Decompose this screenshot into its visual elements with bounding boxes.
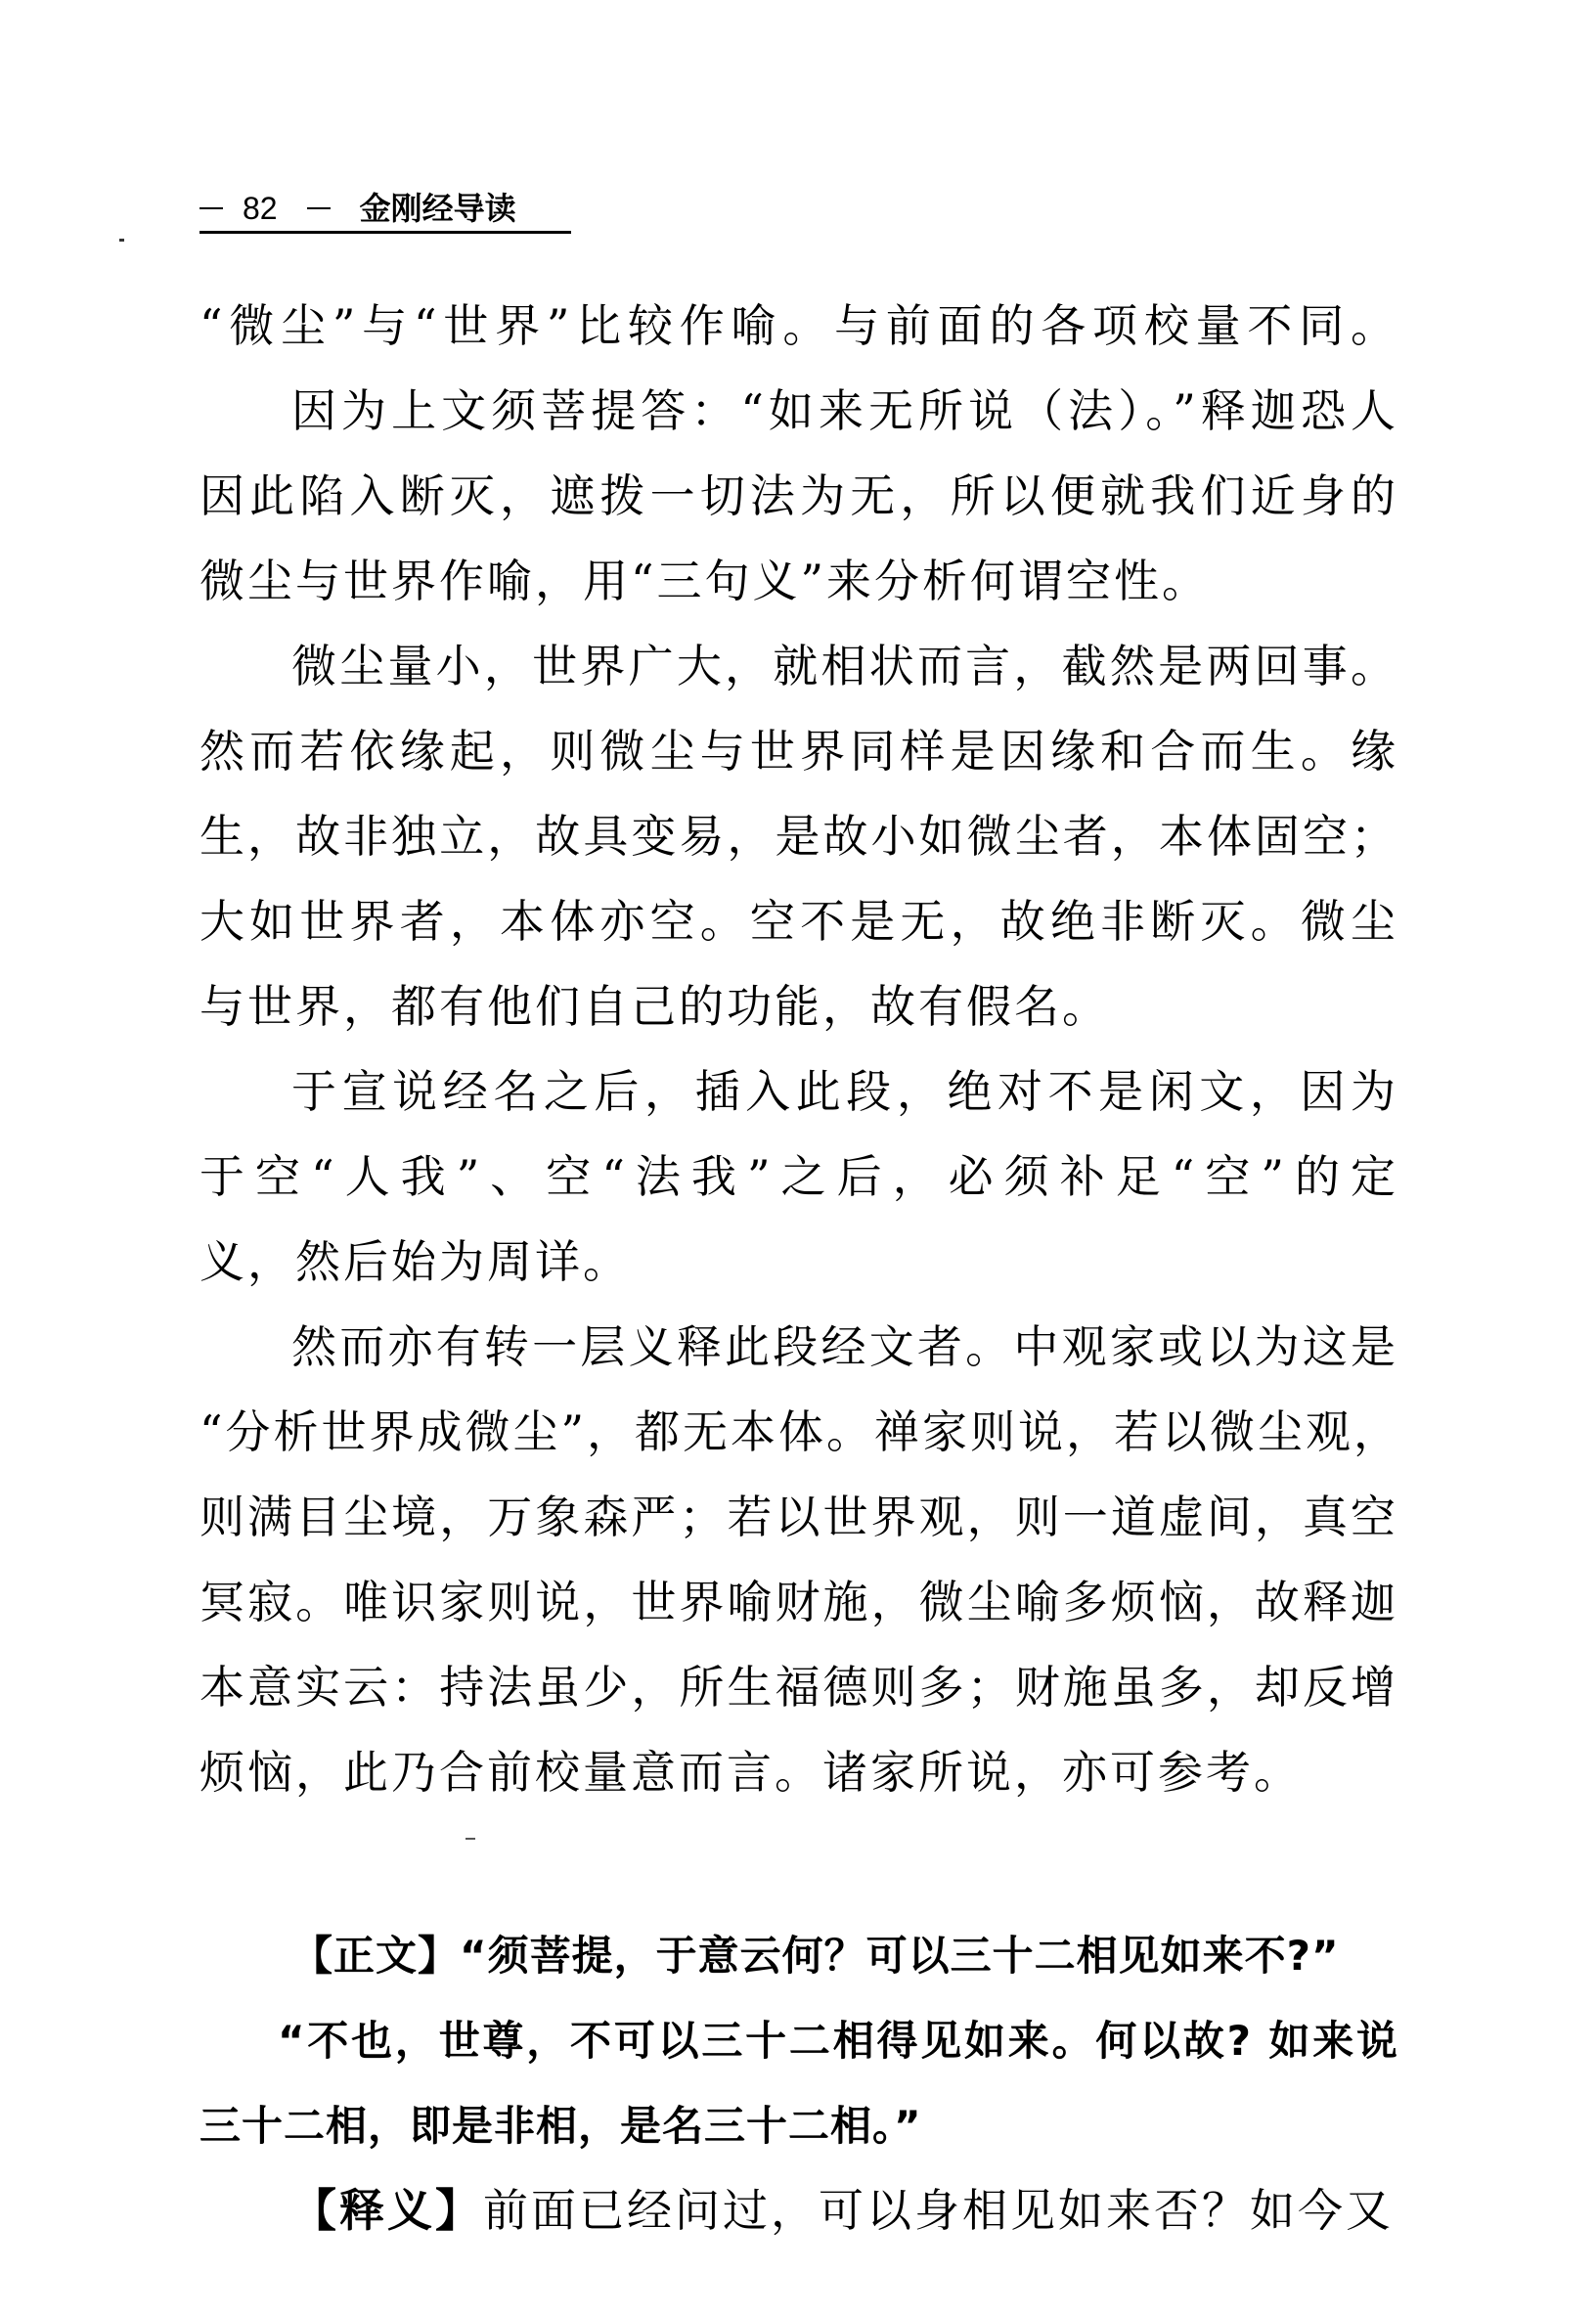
- text-line: 因此陷入断灭，遮拨一切法为无，所以便就我们近身的: [200, 469, 1398, 522]
- sutra-line: 三十二相，即是非相，是名三十二相。”: [200, 2102, 922, 2150]
- text-line: 然而亦有转一层义释此段经文者。中观家或以为这是: [291, 1320, 1398, 1373]
- text-line: “分析世界成微尘”，都无本体。禅家则说，若以微尘观，: [200, 1405, 1402, 1458]
- text-line: 生，故非独立，故具变易，是故小如微尘者，本体固空；: [200, 810, 1398, 863]
- running-head: [200, 184, 591, 233]
- text-line: 然而若依缘起，则微尘与世界同样是因缘和合而生。缘: [200, 725, 1398, 778]
- book-title: 金刚经导读: [359, 190, 516, 227]
- explanation-label: 【释义】: [291, 2184, 483, 2237]
- header-dash-left: [200, 207, 223, 209]
- scan-speck: [119, 239, 124, 242]
- text-line: 冥寂。唯识家则说，世界喻财施，微尘喻多烦恼，故释迦: [200, 1576, 1398, 1628]
- body-text: [200, 284, 1402, 2253]
- text-line: 与世界，都有他们自己的功能，故有假名。: [200, 980, 1110, 1033]
- explanation-text: 前面已经问过，可以身相见如来否？如今又: [483, 2184, 1394, 2237]
- header-underline: [200, 231, 571, 234]
- text-line: “微尘”与“世界”比较作喻。与前面的各项校量不同。: [200, 299, 1398, 352]
- text-line: 微尘与世界作喻，用“三句义”来分析何谓空性。: [200, 555, 1211, 607]
- sutra-line: [200, 1913, 1398, 1998]
- sutra-text: “须菩提，于意云何？可以三十二相见如来不?”: [460, 1932, 1340, 1980]
- sutra-line: “不也，世尊，不可以三十二相得见如来。何以故? 如来说: [278, 2017, 1398, 2065]
- scan-speck: [466, 1838, 475, 1840]
- text-line: 本意实云：持法虽少，所生福德则多；财施虽多，却反增: [200, 1661, 1398, 1714]
- sutra-section: [200, 1913, 1398, 2168]
- text-line: 因为上文须菩提答：“如来无所说（法）。”释迦恐人: [291, 384, 1398, 437]
- text-line: 烦恼，此乃合前校量意而言。诸家所说，亦可参考。: [200, 1746, 1302, 1799]
- explanation-line: [200, 2168, 1398, 2253]
- text-line: 则满目尘境，万象森严；若以世界观，则一道虚间，真空: [200, 1491, 1398, 1543]
- text-line: 微尘量小，世界广大，就相状而言，截然是两回事。: [291, 640, 1398, 692]
- header-dash-right: [307, 207, 331, 209]
- text-line: 于宣说经名之后，插入此段，绝对不是闲文，因为: [291, 1065, 1398, 1118]
- sutra-label: 【正文】: [291, 1932, 461, 1980]
- text-line: 于空“人我”、空“法我”之后，必须补足“空”的定: [200, 1150, 1398, 1203]
- page-number: 82: [243, 191, 278, 226]
- text-line: 义，然后始为周详。: [200, 1235, 631, 1288]
- text-line: 大如世界者，本体亦空。空不是无，故绝非断灭。微尘: [200, 895, 1398, 948]
- section-gap: [200, 1815, 1398, 1884]
- section-gap-extra: [200, 1884, 1398, 1913]
